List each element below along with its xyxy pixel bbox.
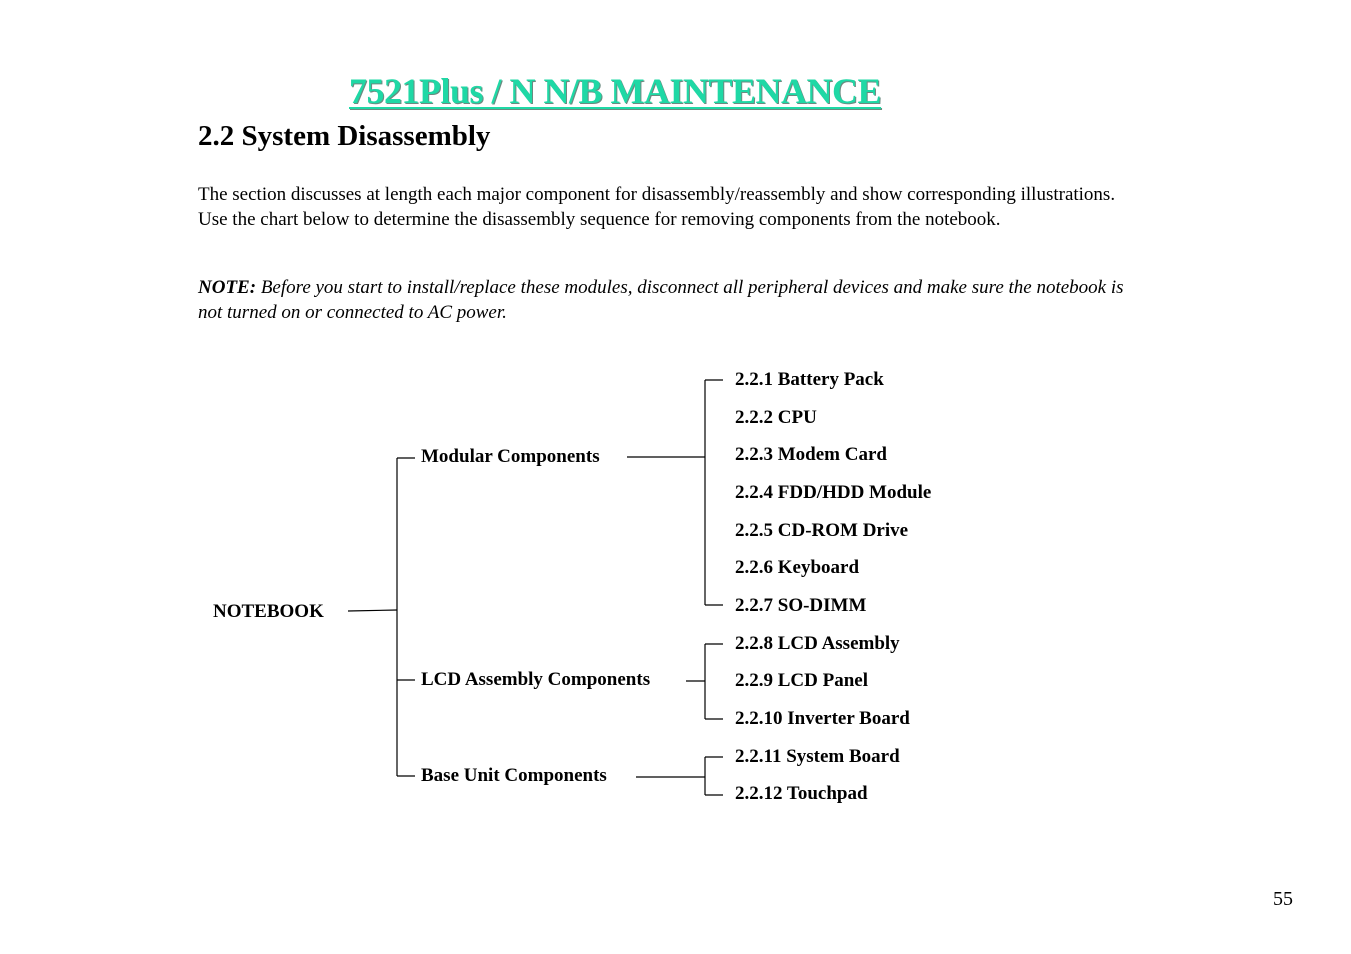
item-lcd-assembly: 2.2.8 LCD Assembly	[735, 633, 900, 654]
document-title: 7521Plus / N N/B MAINTENANCE	[349, 71, 882, 111]
item-modem-card: 2.2.3 Modem Card	[735, 444, 887, 465]
item-cpu: 2.2.2 CPU	[735, 407, 817, 428]
tree-root-notebook: NOTEBOOK	[213, 601, 324, 622]
intro-paragraph: The section discusses at length each major component for disassembly/reassembly and show corresponding illustrations. Use the chart below to determine the disassembly sequence for removing components from the notebook.	[198, 184, 1116, 230]
item-battery-pack: 2.2.1 Battery Pack	[735, 369, 884, 390]
note-text: Before you start to install/replace these modules, disconnect all peripheral devices and make sure the notebook is not turned on or connected to AC power.	[198, 277, 1124, 323]
item-cd-rom-drive: 2.2.5 CD-ROM Drive	[735, 520, 909, 541]
group-lcd-assembly-components: LCD Assembly Components	[421, 669, 651, 690]
page-number: 55	[1273, 888, 1293, 910]
group-modular-components: Modular Components	[421, 446, 600, 467]
item-system-board: 2.2.11 System Board	[735, 746, 900, 767]
item-lcd-panel: 2.2.9 LCD Panel	[735, 670, 868, 691]
note-label: NOTE:	[198, 277, 257, 298]
section-heading: 2.2 System Disassembly	[198, 120, 491, 152]
item-fdd-hdd-module: 2.2.4 FDD/HDD Module	[735, 482, 932, 503]
item-touchpad: 2.2.12 Touchpad	[735, 783, 868, 804]
item-so-dimm: 2.2.7 SO-DIMM	[735, 595, 867, 616]
item-inverter-board: 2.2.10 Inverter Board	[735, 708, 910, 729]
group-base-unit-components: Base Unit Components	[421, 765, 607, 786]
item-keyboard: 2.2.6 Keyboard	[735, 557, 860, 578]
